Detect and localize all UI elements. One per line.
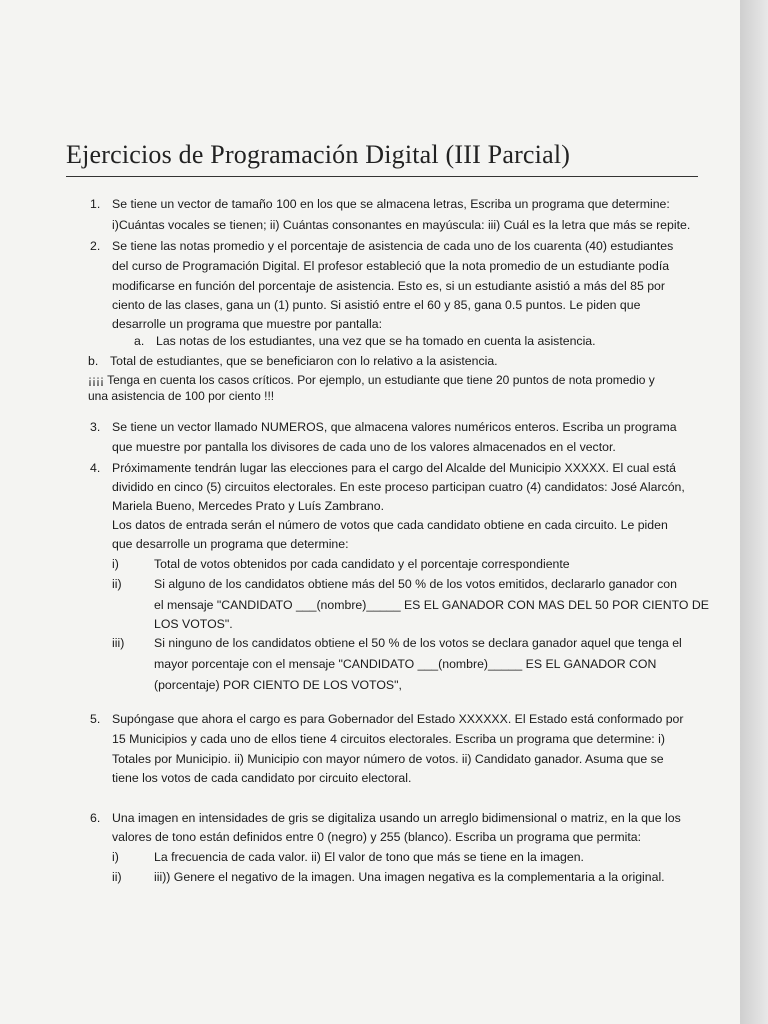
exercise-4-sub-i: Total de votos obtenidos por cada candidato y el porcentaje correspondiente [154, 557, 570, 571]
scan-edge-shadow [740, 0, 768, 1024]
exercise-4-line-2: dividido en cinco (5) circuitos electorales. En este proceso participan cuatro (4) candidatos: José Alarcón, [112, 480, 685, 494]
exercise-4-sub-ii-line-2: el mensaje "CANDIDATO ___(nombre)_____ ES EL GANADOR CON MAS DEL 50 POR CIENTO DE [154, 598, 709, 612]
exercise-4-sub-i-label: i) [112, 557, 119, 571]
exercise-3-line-2: que muestre por pantalla los divisores de cada uno de los valores almacenados en el vector. [112, 440, 616, 454]
exercise-5-number: 5. [90, 712, 101, 726]
exercise-2-line-3: modificarse en función del porcentaje de asistencia. Esto es, si un estudiante asistió a más del 85 por [112, 279, 665, 293]
exercise-5-line-4: tiene los votos de cada candidato por circuito electoral. [112, 771, 412, 785]
exercise-4-sub-iii-line-1: Si ninguno de los candidatos obtiene el 50 % de los votos se declara ganador aquel que tenga el [154, 636, 682, 650]
exercise-5-line-2: 15 Municipios y cada uno de ellos tiene 4 circuitos electorales. Escriba un programa que determine: i) [112, 732, 665, 746]
exercise-2-note-line-1: ¡¡¡¡ Tenga en cuenta los casos críticos. Por ejemplo, un estudiante que tiene 20 puntos de nota promedio y [88, 373, 655, 387]
exercise-4-sub-iii-line-2: mayor porcentaje con el mensaje "CANDIDATO ___(nombre)_____ ES EL GANADOR CON [154, 657, 657, 671]
exercise-2-line-2: del curso de Programación Digital. El profesor estableció que la nota promedio de un estudiante podía [112, 259, 670, 273]
exercise-3-line-1: Se tiene un vector llamado NUMEROS, que almacena valores numéricos enteros. Escriba un programa [112, 420, 677, 434]
exercise-4-sub-iii-line-3: (porcentaje) POR CIENTO DE LOS VOTOS", [154, 678, 402, 692]
exercise-5-line-1: Supóngase que ahora el cargo es para Gobernador del Estado XXXXXX. El Estado está conformado por [112, 712, 684, 726]
exercise-6-number: 6. [90, 811, 101, 825]
exercise-2-sub-a: Las notas de los estudiantes, una vez que se ha tomado en cuenta la asistencia. [156, 334, 596, 348]
exercise-6-sub-i: La frecuencia de cada valor. ii) El valor de tono que más se tiene en la imagen. [154, 850, 584, 864]
document-title: Ejercicios de Programación Digital (III Parcial) [66, 140, 571, 169]
exercise-6-sub-ii: iii)) Genere el negativo de la imagen. Una imagen negativa es la complementaria a la original. [154, 870, 665, 884]
exercise-2-line-5: desarrolle un programa que muestre por pantalla: [112, 317, 383, 331]
exercise-4-sub-ii-label: ii) [112, 577, 122, 591]
exercise-2-sub-b: Total de estudiantes, que se beneficiaron con lo relativo a la asistencia. [110, 354, 498, 368]
exercise-1-number: 1. [90, 197, 101, 211]
exercise-4-sub-ii-line-1: Si alguno de los candidatos obtiene más del 50 % de los votos emitidos, declararlo ganador con [154, 577, 677, 591]
exercise-4-line-5: que desarrolle un programa que determine: [112, 537, 349, 551]
exercise-2-sub-a-label: a. [134, 334, 145, 348]
exercise-6-sub-ii-label: ii) [112, 870, 122, 884]
exercise-4-line-1: Próximamente tendrán lugar las elecciones para el cargo del Alcalde del Municipio XXXXX. El cual está [112, 461, 676, 475]
exercise-2-note-line-2: una asistencia de 100 por ciento !!! [88, 389, 275, 403]
exercise-6-line-1: Una imagen en intensidades de gris se digitaliza usando un arreglo bidimensional o matriz, en la que los [112, 811, 681, 825]
exercise-2-line-4: ciento de las clases, gana un (1) punto. Si asistió entre el 60 y 85, gana 0.5 puntos. Le piden que [112, 298, 641, 312]
exercise-3-number: 3. [90, 420, 101, 434]
exercise-1-line-2: i)Cuántas vocales se tienen; ii) Cuántas consonantes en mayúscula: iii) Cuál es la letra que más se repite. [112, 218, 691, 232]
exercise-2-sub-b-label: b. [88, 354, 99, 368]
exercise-4-number: 4. [90, 461, 101, 475]
title-underline [66, 176, 698, 177]
exercise-4-line-4: Los datos de entrada serán el número de votos que cada candidato obtiene en cada circuito. Le piden [112, 518, 668, 532]
exercise-5-line-3: Totales por Municipio. ii) Municipio con mayor número de votos. ii) Candidato ganador. Asuma que se [112, 752, 664, 766]
exercise-4-sub-ii-line-3: LOS VOTOS". [154, 617, 233, 631]
exercise-4-line-3: Mariela Bueno, Mercedes Prato y Luís Zambrano. [112, 499, 385, 513]
exercise-6-line-2: valores de tono están definidos entre 0 (negro) y 255 (blanco). Escriba un programa que permita: [112, 830, 642, 844]
exercise-2-line-1: Se tiene las notas promedio y el porcentaje de asistencia de cada uno de los cuarenta (40) estudiantes [112, 239, 674, 253]
exercise-4-sub-iii-label: iii) [112, 636, 125, 650]
exercise-6-sub-i-label: i) [112, 850, 119, 864]
exercise-1-line-1: Se tiene un vector de tamaño 100 en los que se almacena letras, Escriba un programa que determine: [112, 197, 670, 211]
exercise-2-number: 2. [90, 239, 101, 253]
